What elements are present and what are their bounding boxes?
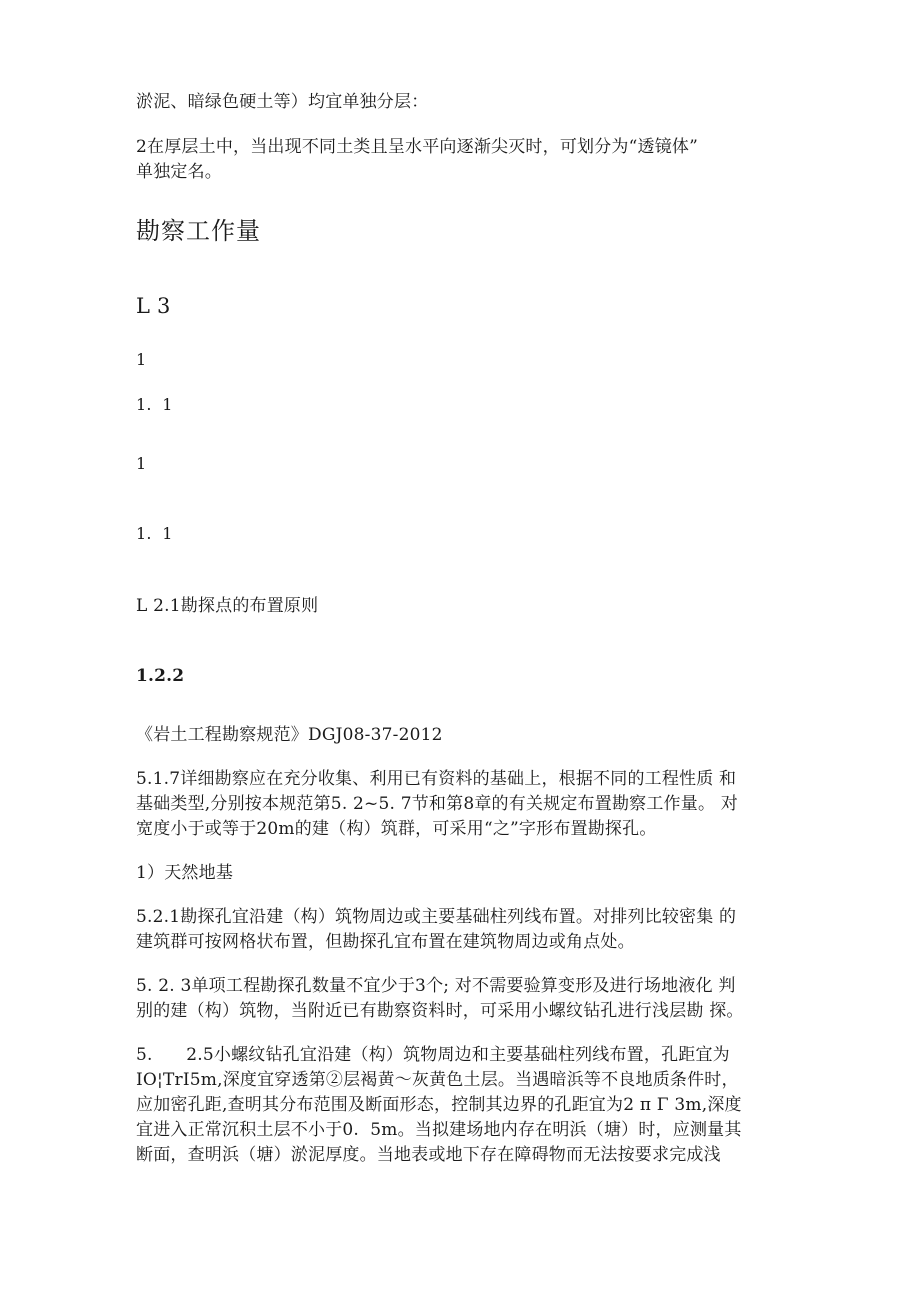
paragraph-line: 5.1.7详细勘察应在充分收集、利用已有资料的基础上，根据不同的工程性质 和 (136, 769, 737, 789)
paragraph-line: 单独定名。 (136, 162, 222, 182)
paragraph-line: 5.2.1勘探孔宜沿建（构）筑物周边或主要基础柱列线布置。对排列比较密集 的 (136, 907, 737, 927)
section-number: L 3 (136, 294, 171, 318)
list-item: 1）天然地基 (136, 863, 234, 883)
paragraph-line: 建筑群可按网格状布置，但勘探孔宜布置在建筑物周边或角点处。 (136, 932, 635, 952)
paragraph-line: 宜进入正常沉积土层不小于0. 5m。当拟建场地内存在明浜（塘）时，应测量其 (136, 1120, 742, 1140)
paragraph-line: 2在厚层土中，当出现不同土类且呈水平向逐渐尖灭时，可划分为“透镜体” (136, 137, 698, 157)
section-heading: 勘察工作量 (136, 217, 261, 245)
paragraph-line: 5. 2.5小螺纹钻孔宜沿建（构）筑物周边和主要基础柱列线布置，孔距宜为 (136, 1045, 730, 1065)
section-number: 1 (136, 350, 147, 369)
subsection-heading: L 2.1勘探点的布置原则 (136, 596, 319, 616)
paragraph-line: 宽度小于或等于20m的建（构）筑群，可采用“之”字形布置勘探孔。 (136, 819, 657, 839)
paragraph-line: 基础类型,分别按本规范第5. 2~5. 7节和第8章的有关规定布置勘察工作量。 对 (136, 794, 738, 814)
citation: 《岩土工程勘察规范》DGJ08-37-2012 (136, 725, 443, 745)
paragraph-line: 别的建（构）筑物，当附近已有勘察资料时，可采用小螺纹钻孔进行浅层勘 探。 (136, 1001, 744, 1021)
section-number: 1. 1 (136, 524, 173, 543)
paragraph-line: 断面，查明浜（塘）淤泥厚度。当地表或地下存在障碍物而无法按要求完成浅 (136, 1145, 721, 1165)
paragraph-line: 5. 2. 3单项工程勘探孔数量不宜少于3个; 对不需要验算变形及进行场地液化 判 (136, 976, 736, 996)
section-number: 1. 1 (136, 395, 173, 414)
section-number: 1 (136, 454, 147, 473)
paragraph-line: 应加密孔距,查明其分布范围及断面形态，控制其边界的孔距宜为2 π Γ 3m,深度 (136, 1095, 742, 1115)
subsection-number: 1.2.2 (136, 666, 185, 686)
paragraph-line: 淤泥、暗绿色硬土等）均宜单独分层： (136, 92, 429, 112)
paragraph-line: IO¦TrI5m,深度宜穿透第②层褐黄～灰黄色土层。当遇暗浜等不良地质条件时， (136, 1070, 739, 1090)
